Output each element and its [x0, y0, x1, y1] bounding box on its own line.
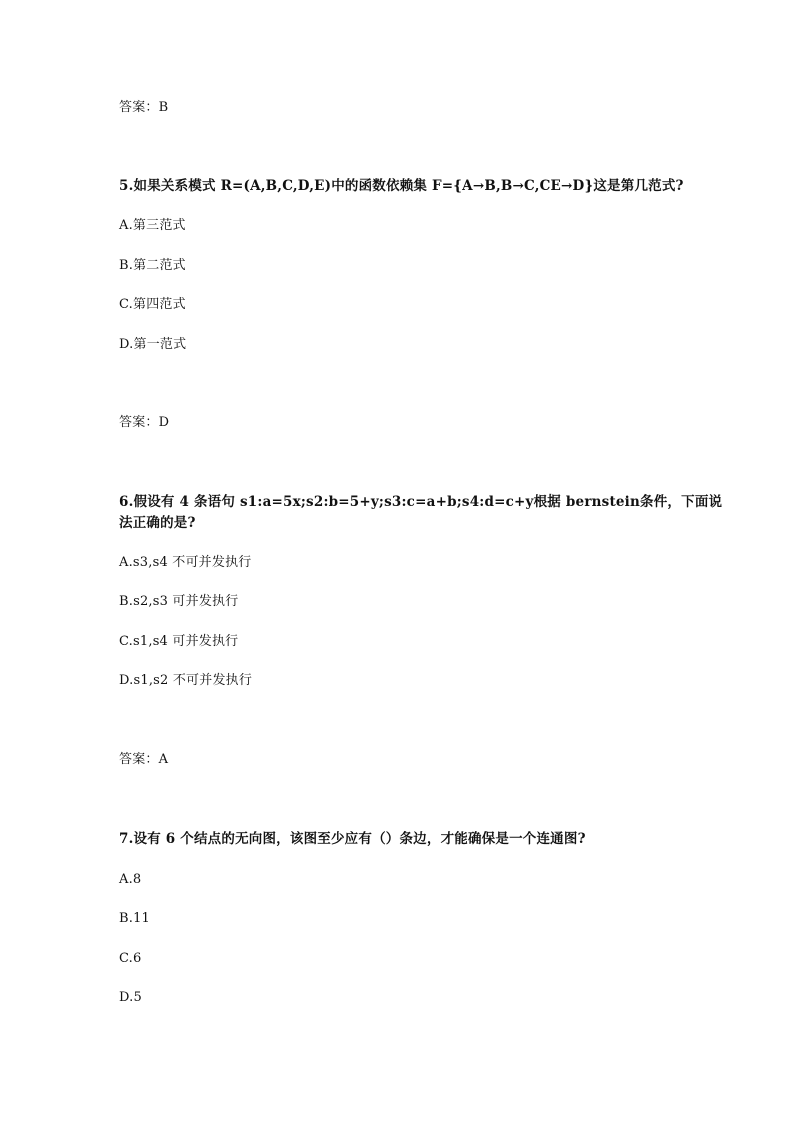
q7-option-d: D.5 [119, 990, 142, 1005]
answer-q6: 答案：A [119, 752, 169, 767]
question-5: 5.如果关系模式 R=(A,B,C,D,E)中的函数依赖集 F={A→B,B→C,CE→D}这是第几范式? [119, 178, 684, 194]
answer-q4: 答案：B [119, 100, 169, 115]
q5-option-d: D.第一范式 [119, 337, 187, 352]
q6-option-b: B.s2,s3 可并发执行 [119, 594, 239, 609]
q6-option-d: D.s1,s2 不可并发执行 [119, 673, 253, 688]
q7-option-a: A.8 [119, 872, 142, 887]
question-7: 7.设有 6 个结点的无向图，该图至少应有（）条边，才能确保是一个连通图? [119, 831, 586, 847]
q5-option-c: C.第四范式 [119, 297, 186, 312]
q6-option-a: A.s3,s4 不可并发执行 [119, 555, 252, 570]
q7-option-c: C.6 [119, 951, 142, 966]
question-6-line-1: 6.假设有 4 条语句 s1:a=5x;s2:b=5+y;s3:c=a+b;s4:d=c+y根据 bernstein条件，下面说 [119, 494, 723, 510]
answer-q5: 答案：D [119, 415, 170, 430]
q5-option-b: B.第二范式 [119, 258, 186, 273]
q5-option-a: A.第三范式 [119, 218, 186, 233]
question-6-line-2: 法正确的是? [119, 515, 196, 531]
q7-option-b: B.11 [119, 911, 151, 926]
q6-option-c: C.s1,s4 可并发执行 [119, 634, 239, 649]
